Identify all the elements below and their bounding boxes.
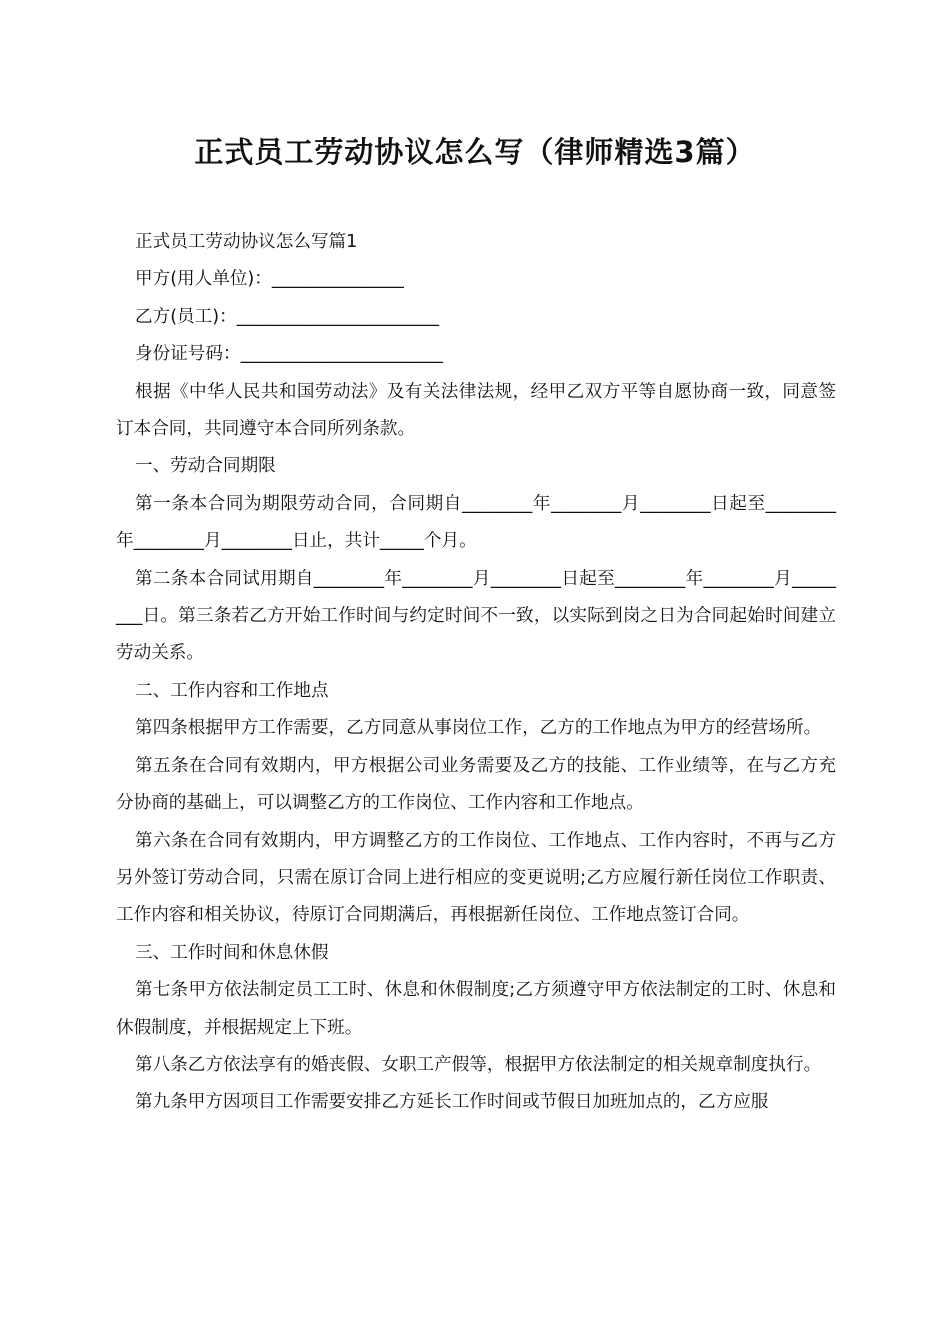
section-heading-work-content: 二、工作内容和工作地点 (135, 680, 329, 701)
section-heading-article-1: 正式员工劳动协议怎么写篇1 (135, 232, 358, 252)
section-heading-working-hours: 三、工作时间和休息休假 (135, 942, 329, 963)
clause-1-paragraph: 第一条本合同为期限劳动合同，合同期自________年________月________日起至________年________月________日止，共计_____个月。 (116, 493, 836, 552)
document-body (116, 224, 836, 1122)
clause-9-paragraph: 第九条甲方因项目工作需要安排乙方延长工作时间或节假日加班加点的，乙方应服 (135, 1092, 769, 1113)
clause-6-paragraph: 第六条在合同有效期内，甲方调整乙方的工作岗位、工作地点、工作内容时，不再与乙方另外签订劳动合同，只需在原订合同上进行相应的变更说明;乙方应履行新任岗位工作职责、工作内容和相关协议，待原订合同期满后，再根据新任岗位、工作地点签订合同。 (116, 830, 836, 926)
clause-8-paragraph: 第八条乙方依法享有的婚丧假、女职工产假等，根据甲方依法制定的相关规章制度执行。 (135, 1054, 822, 1075)
section-heading-contract-term: 一、劳动合同期限 (135, 456, 276, 477)
clause-7-paragraph: 第七条甲方依法制定员工工时、休息和休假制度;乙方须遵守甲方依法制定的工时、休息和休假制度，并根据规定上下班。 (116, 980, 836, 1038)
id-number-field: 身份证号码：_______________________ (135, 344, 443, 365)
document-title: 正式员工劳动协议怎么写（律师精选3篇） (194, 135, 756, 169)
party-b-field: 乙方(员工)：_______________________ (135, 306, 440, 327)
preamble-paragraph: 根据《中华人民共和国劳动法》及有关法律法规，经甲乙双方平等自愿协商一致，同意签订本合同，共同遵守本合同所列条款。 (116, 381, 836, 440)
party-a-field: 甲方(用人单位)：_______________ (135, 269, 404, 290)
clause-2-3-paragraph: 第二条本合同试用期自________年________月________日起至________年________月________日。第三条若乙方开始工作时间与约定时间不一致，以实际到岗之日为合同起始时间建立劳动关系。 (116, 568, 836, 664)
clause-4-paragraph: 第四条根据甲方工作需要，乙方同意从事岗位工作，乙方的工作地点为甲方的经营场所。 (135, 718, 822, 739)
clause-5-paragraph: 第五条在合同有效期内，甲方根据公司业务需要及乙方的技能、工作业绩等，在与乙方充分协商的基础上，可以调整乙方的工作岗位、工作内容和工作地点。 (116, 755, 836, 814)
